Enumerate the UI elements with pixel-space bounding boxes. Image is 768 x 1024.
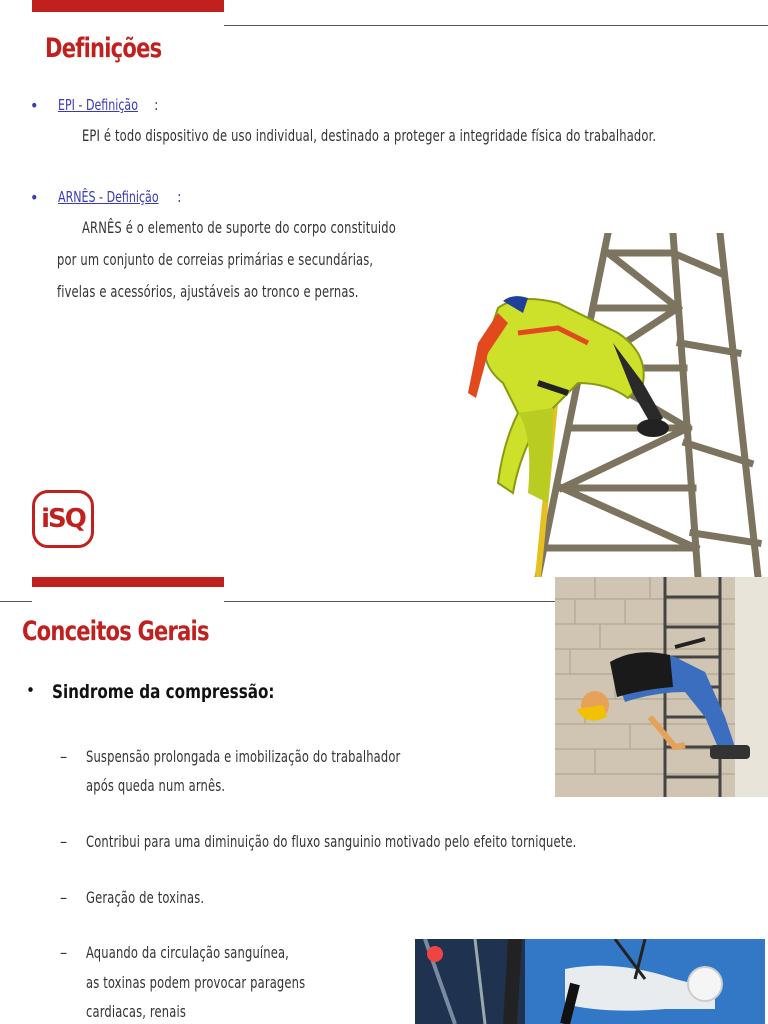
arnes-text-line-3: fivelas e acessórios, ajustáveis ao tronco e pernas.: [57, 282, 359, 301]
dash-marker: –: [60, 888, 68, 907]
subitem-2-line-1: Contribui para uma diminuição do fluxo sanguinio motivado pelo efeito torniquete.: [86, 832, 577, 851]
subitem-4-line-1: Aquando da circulação sanguínea,: [86, 943, 290, 962]
bullet-dot: •: [26, 681, 36, 701]
slide-conceitos-gerais: [0, 577, 768, 1024]
header-red-bar: [32, 577, 224, 587]
header-red-bar: [32, 0, 224, 12]
arnes-text-line-1: ARNÊS é o elemento de suporte do corpo constituido: [82, 218, 396, 237]
isq-logo-text: iSQ: [41, 504, 85, 534]
arnes-definition-link[interactable]: ARNÊS - Definição: [58, 188, 159, 206]
dash-marker: –: [60, 943, 68, 962]
header-rule: [224, 25, 768, 26]
epi-colon: :: [154, 96, 159, 114]
dash-marker: –: [60, 747, 68, 766]
suspended-worker-ladder-photo: [555, 577, 768, 797]
isq-logo: [32, 490, 94, 548]
subitem-1-line-2: após queda num arnês.: [86, 776, 226, 795]
rescue-training-photo: [415, 939, 765, 1024]
section-heading: Sindrome da compressão:: [52, 681, 275, 703]
worker-climbing-tower-photo: [458, 233, 768, 577]
slide-title: Conceitos Gerais: [22, 616, 209, 647]
subitem-3-line-1: Geração de toxinas.: [86, 888, 205, 907]
subitem-1-line-1: Suspensão prolongada e imobilização do trabalhador: [86, 747, 401, 766]
dash-marker: –: [60, 832, 68, 851]
header-rule: [224, 601, 556, 602]
subitem-4-line-2: as toxinas podem provocar paragens: [86, 973, 306, 992]
epi-definition-text: EPI é todo dispositivo de uso individual, destinado a proteger a integridade física do trabalhador.: [82, 126, 657, 145]
arnes-text-line-2: por um conjunto de correias primárias e secundárias,: [57, 250, 374, 269]
subitem-4-line-3: cardiacas, renais: [86, 1002, 186, 1021]
slide-title: Definições: [45, 33, 162, 64]
arnes-colon: :: [177, 188, 182, 206]
bullet-dot: •: [30, 188, 39, 207]
bullet-dot: •: [30, 96, 39, 115]
header-rule-left: [0, 601, 32, 602]
epi-definition-link[interactable]: EPI - Definição: [58, 96, 138, 114]
